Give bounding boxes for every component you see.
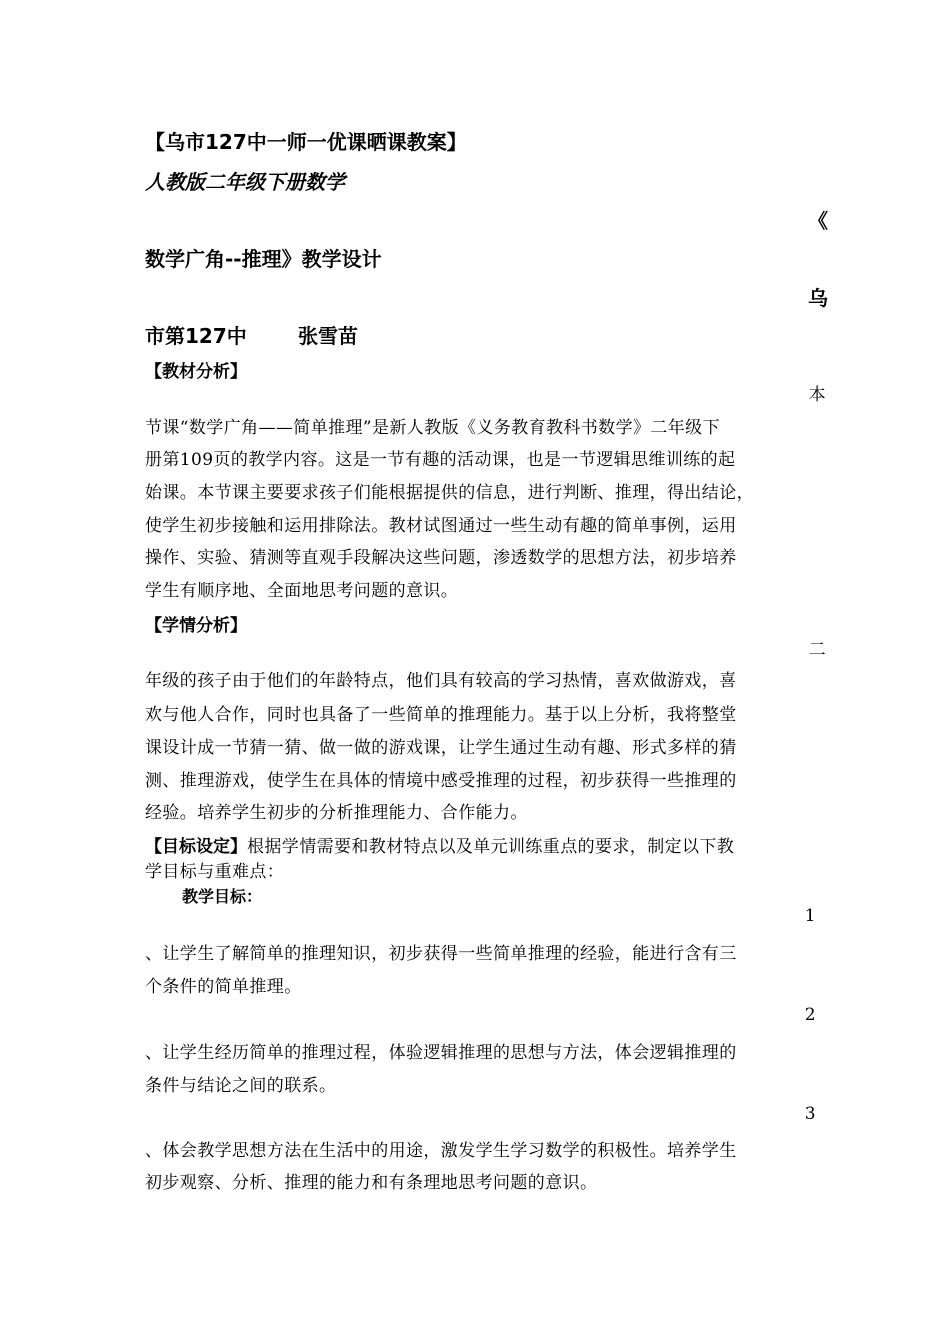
material-analysis-line: 始课。本节课主要要求孩子们能根据提供的信息，进行判断、推理，得出结论，: [145, 483, 754, 503]
material-analysis-line: 节课“数学广角——简单推理”是新人教版《义务教育教科书数学》二年级下: [145, 418, 720, 438]
author-school: 市第127中: [145, 324, 247, 348]
goals-intro-continuation: 学目标与重难点：: [145, 862, 285, 882]
goal-line: 、体会教学思想方法在生活中的用途，激发学生学习数学的积极性。培养学生: [145, 1141, 737, 1161]
student-analysis-line: 欢与他人合作，同时也具备了一些简单的推理能力。基于以上分析，我将整堂: [145, 705, 737, 725]
author-line-right-fragment: 乌: [808, 286, 828, 310]
goal-number: 3: [804, 1104, 816, 1124]
material-analysis-lead: 本: [808, 385, 826, 405]
document-title: 【乌市127中一师一优课晒课教案】: [145, 130, 467, 154]
goal-line: 个条件的简单推理。: [145, 977, 302, 997]
material-analysis-line: 使学生初步接触和运用排除法。教材试图通过一些生动有趣的简单事例，运用: [145, 516, 737, 536]
title-line-right-fragment: 《: [808, 209, 828, 233]
author-name: 张雪苗: [298, 324, 358, 348]
lesson-title: 数学广角--推理》教学设计: [145, 247, 382, 271]
material-analysis-line: 操作、实验、猜测等直观手段解决这些问题，渗透数学的思想方法，初步培养: [145, 548, 737, 568]
student-analysis-line: 年级的孩子由于他们的年龄特点，他们具有较高的学习热情，喜欢做游戏，喜: [145, 671, 737, 691]
student-analysis-line: 测、推理游戏，使学生在具体的情境中感受推理的过程，初步获得一些推理的: [145, 771, 737, 791]
goal-number: 2: [804, 1005, 816, 1025]
document-subtitle: 人教版二年级下册数学: [145, 170, 345, 194]
goal-number: 1: [804, 906, 816, 926]
goals-intro-text: 根据学情需要和教材特点以及单元训练重点的要求，制定以下教: [247, 837, 735, 857]
goals-intro-row: [145, 832, 734, 857]
material-analysis-line: 册第109页的教学内容。这是一节有趣的活动课，也是一节逻辑思维训练的起: [145, 450, 736, 470]
goal-line: 、让学生经历简单的推理过程，体验逻辑推理的思想与方法，体会逻辑推理的: [145, 1043, 737, 1063]
student-analysis-line: 课设计成一节猜一猜、做一做的游戏课，让学生通过生动有趣、形式多样的猜: [145, 738, 737, 758]
material-analysis-heading: 【教材分析】: [145, 362, 247, 382]
student-analysis-line: 经验。培养学生初步的分析推理能力、合作能力。: [145, 803, 528, 823]
goal-line: 、让学生了解简单的推理知识，初步获得一些简单推理的经验，能进行含有三: [145, 944, 737, 964]
goals-heading: 【目标设定】: [145, 837, 247, 857]
student-analysis-heading: 【学情分析】: [145, 616, 247, 636]
goal-line: 初步观察、分析、推理的能力和有条理地思考问题的意识。: [145, 1173, 598, 1193]
student-analysis-lead: 二: [808, 640, 826, 660]
goal-line: 条件与结论之间的联系。: [145, 1076, 337, 1096]
material-analysis-line: 学生有顺序地、全面地思考问题的意识。: [145, 581, 459, 601]
teaching-goals-subheading: 教学目标：: [182, 887, 263, 906]
